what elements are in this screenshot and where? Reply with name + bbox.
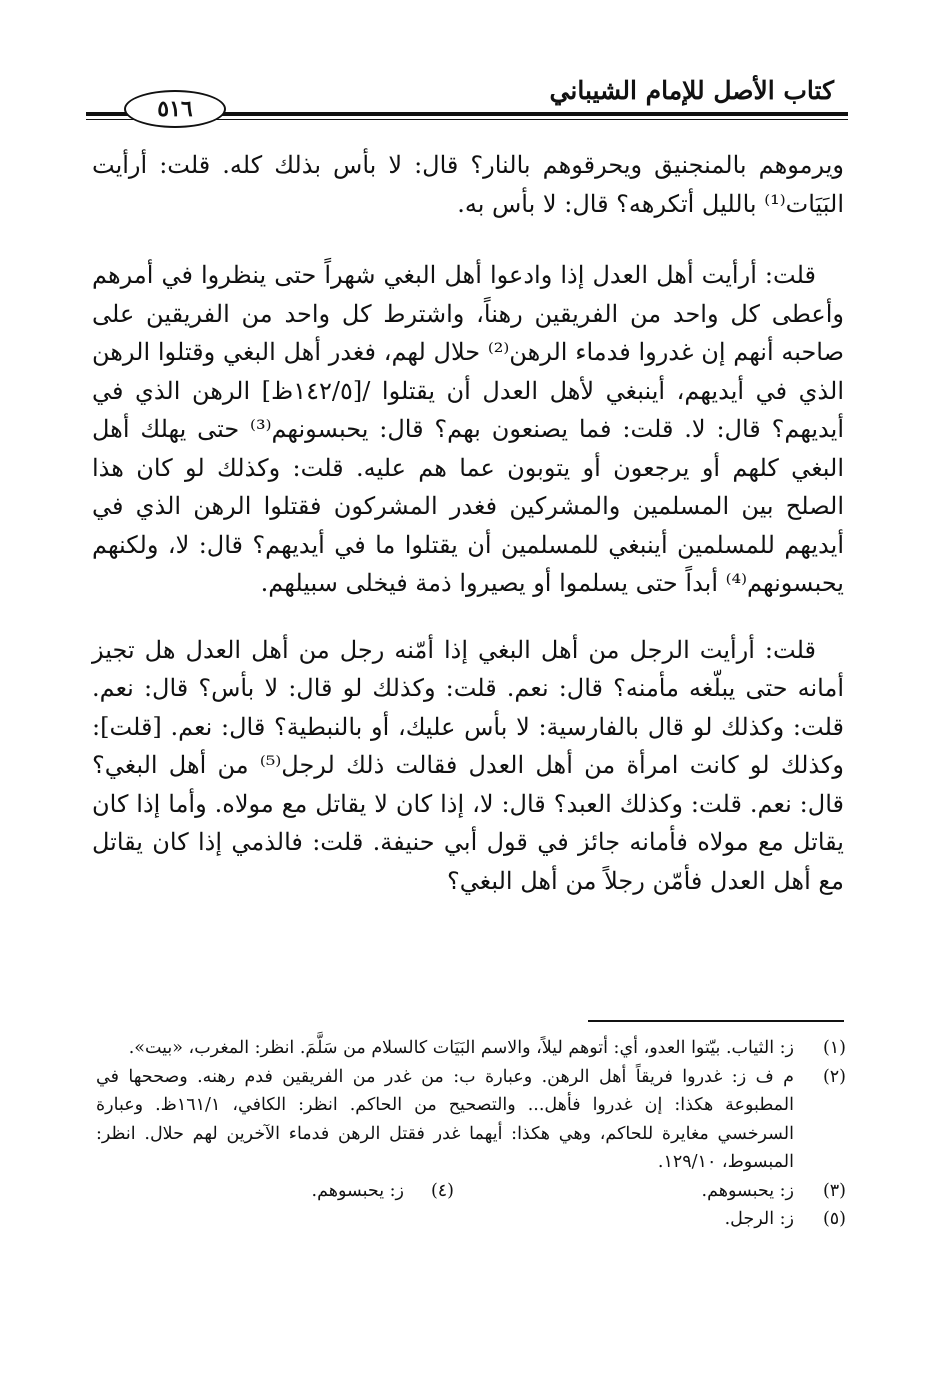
footnotes-3-4 — [96, 1177, 846, 1206]
paragraph-1: ويرموهم بالمنجنيق ويحرقوهم بالنار؟ قال: لا بأس بذلك كله. قلت: أرأيت البَيَات⁽¹⁾ بالليل أتكرهه؟ قال: لا بأس به. — [92, 151, 844, 218]
footnote-number: (٣) — [822, 1180, 846, 1201]
footnote-text: ز: الثياب. بيّتوا العدو، أي: أتوهم ليلاً، والاسم البَيَات كالسلام من سَلَّمَ. انظر: المغرب، «بيت». — [128, 1038, 794, 1058]
footnote-2 — [96, 1063, 846, 1177]
footnote-number: (٥) — [822, 1209, 846, 1229]
footnote-1 — [96, 1034, 846, 1063]
paragraph-3: قلت: أرأيت الرجل من أهل البغي إذا أمّنه رجل من أهل العدل هل تجيز أمانه حتى يبلّغه مأمنه؟ قال: نعم. قلت: وكذلك لو قال: لا بأس؟ قال: نعم. قلت: وكذلك لو قال بالفارسية: لا بأس عليك، أو بالنبطية؟ قال: نعم. [قلت]: وكذلك لو كانت امرأة من أهل العدل فقالت ذلك لرجل⁽⁵⁾ من أهل البغي؟ قال: نعم. قلت: وكذلك العبد؟ قال: لا، إذا كان لا يقاتل مع مولاه. وأما إذا كان يقاتل مع مولاه فأمانه جائز في قول أبي حنيفة. قلت: فالذمي إذا كان يقاتل مع أهل العدل فأمّن رجلاً من أهل البغي؟ — [92, 635, 844, 895]
footnote-number: (٤) — [430, 1180, 454, 1201]
footnote-separator — [588, 1020, 844, 1022]
book-title: كتاب الأصل للإمام الشيباني — [549, 76, 834, 105]
page-header — [86, 62, 848, 132]
footnote-number: (٢) — [822, 1066, 846, 1087]
main-text — [92, 146, 844, 928]
footnotes — [96, 1034, 846, 1234]
footnote-5 — [96, 1205, 846, 1234]
footnote-number: (١) — [822, 1038, 846, 1058]
footnote-text: ز: يحبسوهم. — [311, 1180, 404, 1201]
footnote-text: ز: الرجل. — [724, 1209, 794, 1229]
footnote-text: م ف ز: غدروا فريقاً أهل الرهن. وعبارة ب: من غدر من الفريقين فدم رهنه. وصححها في المطبوعة هكذا: إن غدروا فأهل... والتصحيح من الحاكم. انظر: الكافي، ١٦١/١ظ. وعبارة السرخسي مغايرة للحاكم، وهي هكذا: أيهما غدر فقتل الرهن فدماء الآخرين لهم حلال. انظر: المبسوط، ١٢٩/١٠. — [96, 1066, 794, 1172]
page-number-badge: ٥١٦ — [124, 90, 226, 128]
footnote-text: ز: يحبسوهم. — [701, 1180, 794, 1201]
paragraph-2: قلت: أرأيت أهل العدل إذا وادعوا أهل البغي شهراً حتى ينظروا في أمرهم وأعطى كل واحد من الفريقين رهناً، واشترط كل واحد من الفريقين على صاحبه أنهم إن غدروا فدماء الرهن⁽²⁾ حلال لهم، فغدر أهل البغي وقتلوا الرهن الذي في أيديهم، أينبغي لأهل العدل أن يقتلوا /[١٤٢/٥ظ] الرهن الذي في أيديهم؟ قال: لا. قلت: فما يصنعون بهم؟ قال: يحبسونهم⁽³⁾ حتى يهلك أهل البغي كلهم أو يرجعون أو يتوبون عما هم عليه. قلت: وكذلك لو كان هذا الصلح بين المسلمين والمشركين فغدر المشركون فقتلوا الرهن الذي في أيديهم للمسلمين أينبغي للمسلمين أن يقتلوا ما في أيديهم؟ قال: لا، ولكنهم يحبسونهم⁽⁴⁾ أبداً حتى يسلموا أو يصيروا ذمة فيخلى سبيلهم. — [92, 261, 845, 597]
